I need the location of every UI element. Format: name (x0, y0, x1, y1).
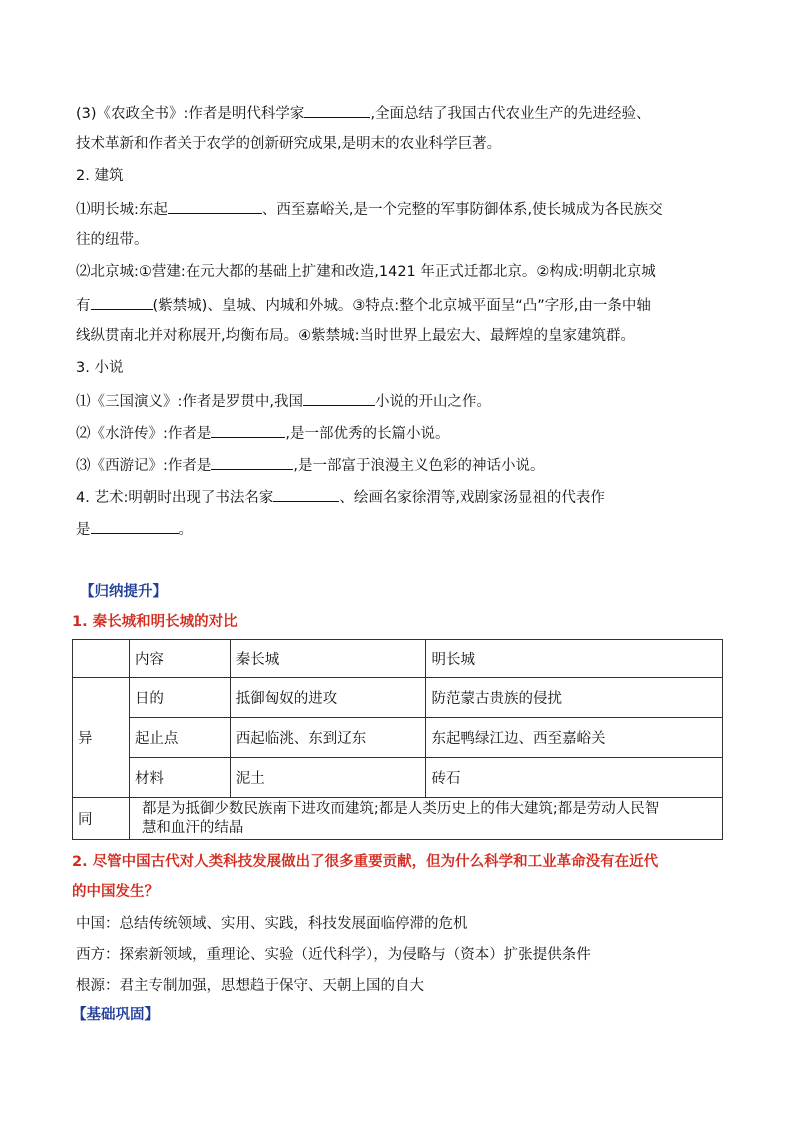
table-cell: 日的 (129, 678, 230, 718)
art-line-2: 是 。 (76, 518, 724, 540)
answer-blank[interactable] (91, 518, 179, 534)
table-cell: 抵御匈奴的进攻 (230, 678, 426, 718)
table-cell: 砖石 (426, 758, 723, 798)
table-row (73, 678, 723, 718)
table-cell: 材料 (129, 758, 230, 798)
table-row-same (73, 798, 723, 840)
answer-blank[interactable] (211, 454, 293, 470)
table-cell: 东起鸭绿江边、西至嘉峪关 (426, 718, 723, 758)
beijing-line-1: ⑵北京城:①营建:在元大都的基础上扩建和改造,1421 年正式迁都北京。②构成:明朝北京城 (76, 264, 656, 280)
nongzheng-line-2: 技术革新和作者关于农学的创新研究成果,是明末的农业科学巨著。 (76, 136, 502, 152)
table-row (73, 718, 723, 758)
section-induction-heading: 【归纳提升】 (80, 584, 167, 600)
section-novel-title: 3. 小说 (76, 360, 124, 376)
beijing-line-2: 有 (紫禁城)、皇城、内城和外城。③特点:整个北京城平面呈“凸”字形,由一条中轴 (76, 294, 724, 316)
section-architecture-title: 2. 建筑 (76, 168, 124, 184)
answer-china: 中国：总结传统领域、实用、实践，科技发展面临停滞的危机 (76, 916, 468, 932)
xiyou-line: ⑶《西游记》:作者是 ,是一部富于浪漫主义色彩的神话小说。 (76, 454, 724, 476)
sanguo-line: ⑴《三国演义》:作者是罗贯中,我国 小说的开山之作。 (76, 390, 724, 412)
question-2-line-2: 的中国发生？ (72, 884, 159, 900)
great-wall-comparison-table (72, 639, 723, 840)
answer-blank[interactable] (303, 390, 375, 406)
answer-blank[interactable] (273, 486, 339, 502)
table-cell: 起止点 (129, 718, 230, 758)
answer-root: 根源：君主专制加强，思想趋于保守、天朝上国的自大 (76, 978, 424, 994)
table-header-cell: 内容 (129, 640, 230, 678)
nongzheng-line-1: (3)《农政全书》:作者是明代科学家 ,全面总结了我国古代农业生产的先进经验、 (76, 102, 724, 124)
question-1-title: 1. 秦长城和明长城的对比 (72, 614, 238, 630)
table-row (73, 758, 723, 798)
table-cell: 防范蒙古贵族的侵扰 (426, 678, 723, 718)
table-cell: 泥土 (230, 758, 426, 798)
same-content-line: 慧和血汗的结晶 (141, 819, 244, 836)
difference-label-cell: 异 (73, 678, 130, 798)
answer-blank[interactable] (168, 198, 262, 214)
ming-wall-line-1: ⑴明长城:东起 、西至嘉峪关,是一个完整的军事防御体系,使长城成为各民族交 (76, 198, 724, 220)
ming-wall-line-2: 往的纽带。 (76, 232, 149, 248)
same-label-cell: 同 (73, 798, 130, 840)
answer-blank[interactable] (211, 422, 285, 438)
beijing-line-3: 线纵贯南北并对称展开,均衡布局。④紫禁城:当时世界上最宏大、最辉煌的皇家建筑群。 (76, 328, 635, 344)
same-content-line: 都是为抵御少数民族南下进攻而建筑;都是人类历史上的伟大建筑;都是劳动人民智 (141, 800, 660, 817)
table-cell: 西起临洮、东到辽东 (230, 718, 426, 758)
table-header-row (73, 640, 723, 678)
answer-west: 西方：探索新领域，重理论、实验（近代科学），为侵略与（资本）扩张提供条件 (76, 947, 591, 963)
table-header-cell (73, 640, 130, 678)
same-content-cell (129, 798, 722, 840)
shuihu-line: ⑵《水浒传》:作者是 ,是一部优秀的长篇小说。 (76, 422, 724, 444)
answer-blank[interactable] (304, 102, 370, 118)
section-basic-heading: 【基础巩固】 (72, 1007, 159, 1023)
table-header-cell: 明长城 (426, 640, 723, 678)
answer-blank[interactable] (91, 294, 153, 310)
table-header-cell: 秦长城 (230, 640, 426, 678)
question-2-line-1: 2. 尽管中国古代对人类科技发展做出了很多重要贡献，但为什么科学和工业革命没有在近代 (72, 854, 659, 870)
art-line-1: 4. 艺术:明朝时出现了书法名家 、绘画名家徐渭等,戏剧家汤显祖的代表作 (76, 486, 724, 508)
